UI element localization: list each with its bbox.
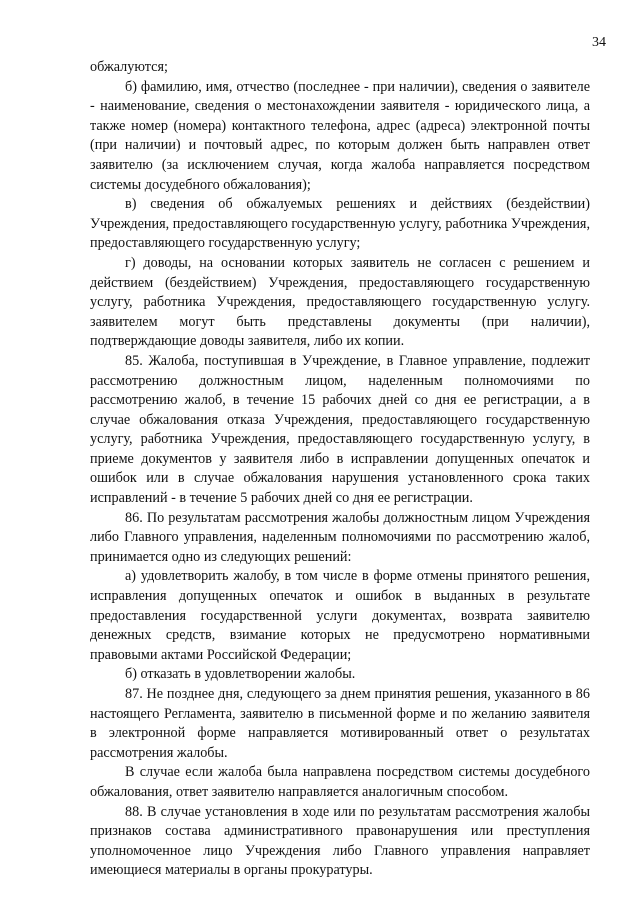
paragraph-continuation: обжалуются; — [90, 59, 168, 75]
page-number: 34 — [592, 35, 606, 50]
paragraph-item-b-refuse: б) отказать в удовлетворении жалобы. — [125, 666, 356, 683]
paragraph-85: 85. Жалоба, поступившая в Учреждение, в Главное управление, подлежит рассмотрению должностным лицом, наделенным полномочиями по рассмотрению жалоб, в течение 15 рабочих дней со дня ее регистрации, а в случае обжалования отказа Учреждения, предоставляющего государственную услугу, работника Учреждения, предоставляющего государственную услугу, в приеме документов у заявителя либо в исправлении допущенных опечаток и ошибок или в случае обжалования нарушения установленного срока таких исправлений - в течение 5 рабочих дней со дня ее регистрации. — [90, 352, 590, 507]
document-body — [90, 58, 590, 881]
paragraph-item-b: б) фамилию, имя, отчество (последнее - при наличии), сведения о заявителе - наименование, сведения о местонахождении заявителя - юридического лица, а также номер (номера) контактного телефона, адрес (адреса) электронной почты (при наличии) и почтовый адрес, по которым должен быть направлен ответ заявителю (за исключением случая, когда жалоба направляется посредством системы досудебного обжалования); — [90, 78, 590, 193]
paragraph-87-electronic: В случае если жалоба была направлена посредством системы досудебного обжалования, ответ заявителю направляется аналогичным способом. — [90, 764, 590, 800]
paragraph-88: 88. В случае установления в ходе или по результатам рассмотрения жалобы признаков состава административного правонарушения или преступления уполномоченное лицо Учреждения либо Главного управления направляет имеющиеся материалы в органы прокуратуры. — [90, 803, 590, 879]
paragraph-86: 86. По результатам рассмотрения жалобы должностным лицом Учреждения либо Главного управления, наделенным полномочиями по рассмотрению жалоб, принимается одно из следующих решений: — [90, 509, 590, 565]
paragraph-item-g: г) доводы, на основании которых заявитель не согласен с решением и действием (бездействием) Учреждения, предоставляющего государственную услугу, работника Учреждения, предоставляющего государственную услугу. заявителем могут быть представлены документы (при наличии), подтверждающие доводы заявителя, либо их копии. — [90, 254, 590, 350]
paragraph-87: 87. Не позднее дня, следующего за днем принятия решения, указанного в 86 настоящего Регламента, заявителю в письменной форме и по желанию заявителя в электронной форме направляется мотивированный ответ о результатах рассмотрения жалобы. — [90, 686, 590, 761]
paragraph-item-a: а) удовлетворить жалобу, в том числе в форме отмены принятого решения, исправления допущенных опечаток и ошибок в выданных в результате предоставления государственной услуги документах, возврата заявителю денежных средств, взимание которых не предусмотрено нормативными правовыми актами Российской Федерации; — [90, 568, 590, 663]
paragraph-item-v: в) сведения об обжалуемых решениях и действиях (бездействии) Учреждения, предоставляющего государственную услугу, работника Учреждения, предоставляющего государственную услугу; — [90, 196, 590, 252]
